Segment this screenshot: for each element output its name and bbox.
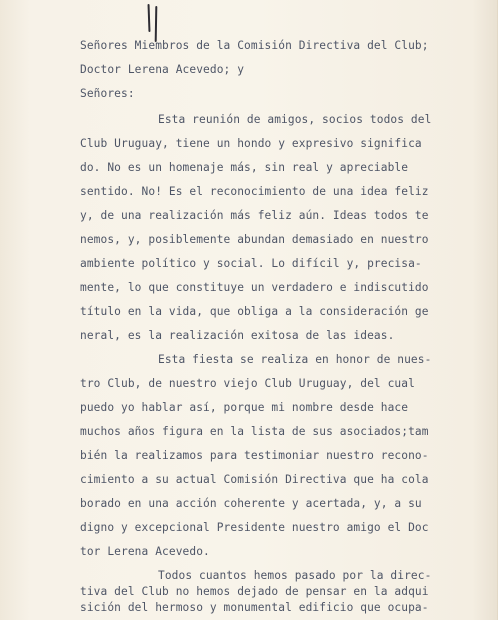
pen-mark — [155, 6, 158, 42]
pen-mark — [148, 4, 151, 32]
text-line: cimiento a su actual Comisión Directiva que ha cola — [80, 473, 429, 486]
text-line: ambiente político y social. Lo difícil y, precisa- — [80, 257, 422, 270]
text-line: bién la realizamos para testimoniar nuestro recono- — [80, 449, 429, 462]
text-line: título en la vida, que obliga a la consideración ge — [80, 305, 429, 318]
text-line: nemos, y, posiblemente abundan demasiado en nuestro — [80, 233, 429, 246]
text-line: neral, es la realización exitosa de las ideas. — [80, 329, 395, 342]
text-line: digno y excepcional Presidente nuestro amigo el Doc — [80, 521, 429, 534]
text-line: tor Lerena Acevedo. — [80, 545, 210, 558]
text-line: Doctor Lerena Acevedo; y — [80, 63, 245, 76]
text-line: mente, lo que constituye un verdadero e indiscutido — [80, 281, 429, 294]
text-line: Esta fiesta se realiza en honor de nues- — [158, 353, 432, 366]
text-line: borado en una acción coherente y acertada, y, a su — [80, 497, 422, 510]
text-line: muchos años figura en la lista de sus asociados;tam — [80, 425, 429, 438]
text-line: tro Club, de nuestro viejo Club Uruguay, del cual — [80, 377, 415, 390]
text-line: Todos cuantos hemos pasado por la direc- — [158, 569, 432, 582]
text-line: sición del hermoso y monumental edificio que ocupa- — [80, 601, 429, 614]
text-line: Club Uruguay, tiene un hondo y expresivo significa — [80, 137, 422, 150]
text-line: tiva del Club no hemos dejado de pensar en la adqui — [80, 585, 429, 598]
text-line: Señores: — [80, 87, 135, 100]
text-line: do. No es un homenaje más, sin real y apreciable — [80, 161, 409, 174]
text-line: puedo yo hablar así, porque mi nombre desde hace — [80, 401, 409, 414]
text-line: Esta reunión de amigos, socios todos del — [158, 113, 432, 126]
text-line: sentido. No! Es el reconocimiento de una idea feliz — [80, 185, 429, 198]
text-line: Señores Miembros de la Comisión Directiva del Club; — [80, 39, 429, 52]
text-line: y, de una realización más feliz aún. Ideas todos te — [80, 209, 429, 222]
